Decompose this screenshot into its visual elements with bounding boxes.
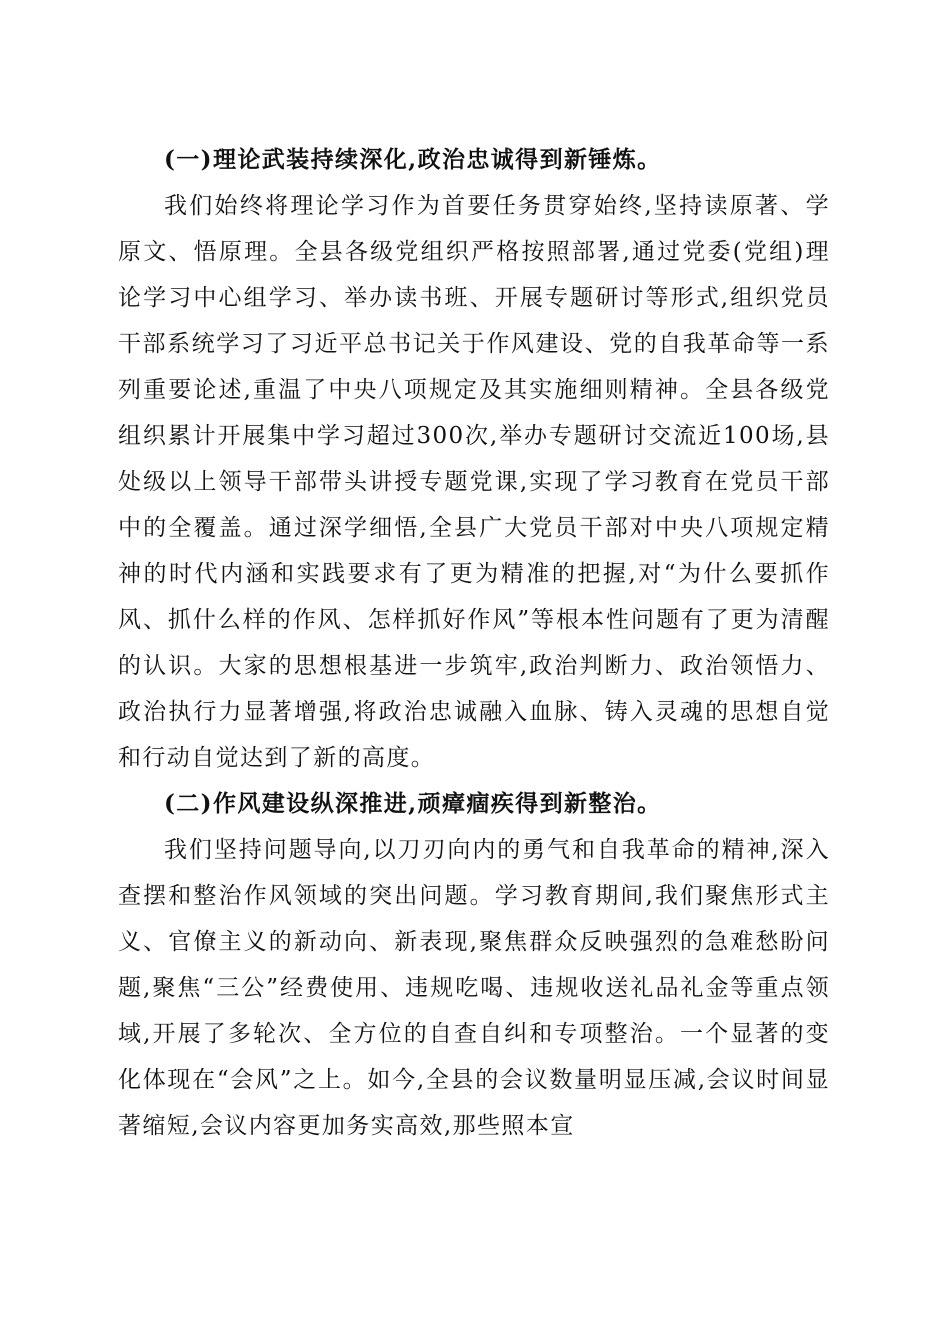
section-1-heading: (一)理论武装持续深化,政治忠诚得到新锤炼。 <box>164 146 662 173</box>
section-2-paragraph: 我们坚持问题导向,以刀刃向内的勇气和自我革命的精神,深入查摆和整治作风领域的突出问题。学习教育期间,我们聚焦形式主义、官僚主义的新动向、新表现,聚焦群众反映强烈的急难愁盼问题,聚焦“三公”经费使用、违规吃喝、违规收送礼品礼金等重点领域,开展了多轮次、全方位的自查自纠和专项整治。一个显著的变化体现在“会风”之上。如今,全县的会议数量明显压减,会议时间显著缩短,会议内容更加务实高效,那些照本宣 <box>118 837 830 1139</box>
section-2-heading: (二)作风建设纵深推进,顽瘴痼疾得到新整治。 <box>164 790 662 817</box>
document-body <box>118 137 830 1149</box>
section-1-paragraph: 我们始终将理论学习作为首要任务贯穿始终,坚持读原著、学原文、悟原理。全县各级党组织严格按照部署,通过党委(党组)理论学习中心组学习、举办读书班、开展专题研讨等形式,组织党员干部系统学习了习近平总书记关于作风建设、党的自我革命等一系列重要论述,重温了中央八项规定及其实施细则精神。全县各级党组织累计开展集中学习超过300次,举办专题研讨交流近100场,县处级以上领导干部带头讲授专题党课,实现了学习教育在党员干部中的全覆盖。通过深学细悟,全县广大党员干部对中央八项规定精神的时代内涵和实践要求有了更为精准的把握,对“为什么要抓作风、抓什么样的作风、怎样抓好作风”等根本性问题有了更为清醒的认识。大家的思想根基进一步筑牢,政治判断力、政治领悟力、政治执行力显著增强,将政治忠诚融入血脉、铸入灵魂的思想自觉和行动自觉达到了新的高度。 <box>118 193 830 771</box>
